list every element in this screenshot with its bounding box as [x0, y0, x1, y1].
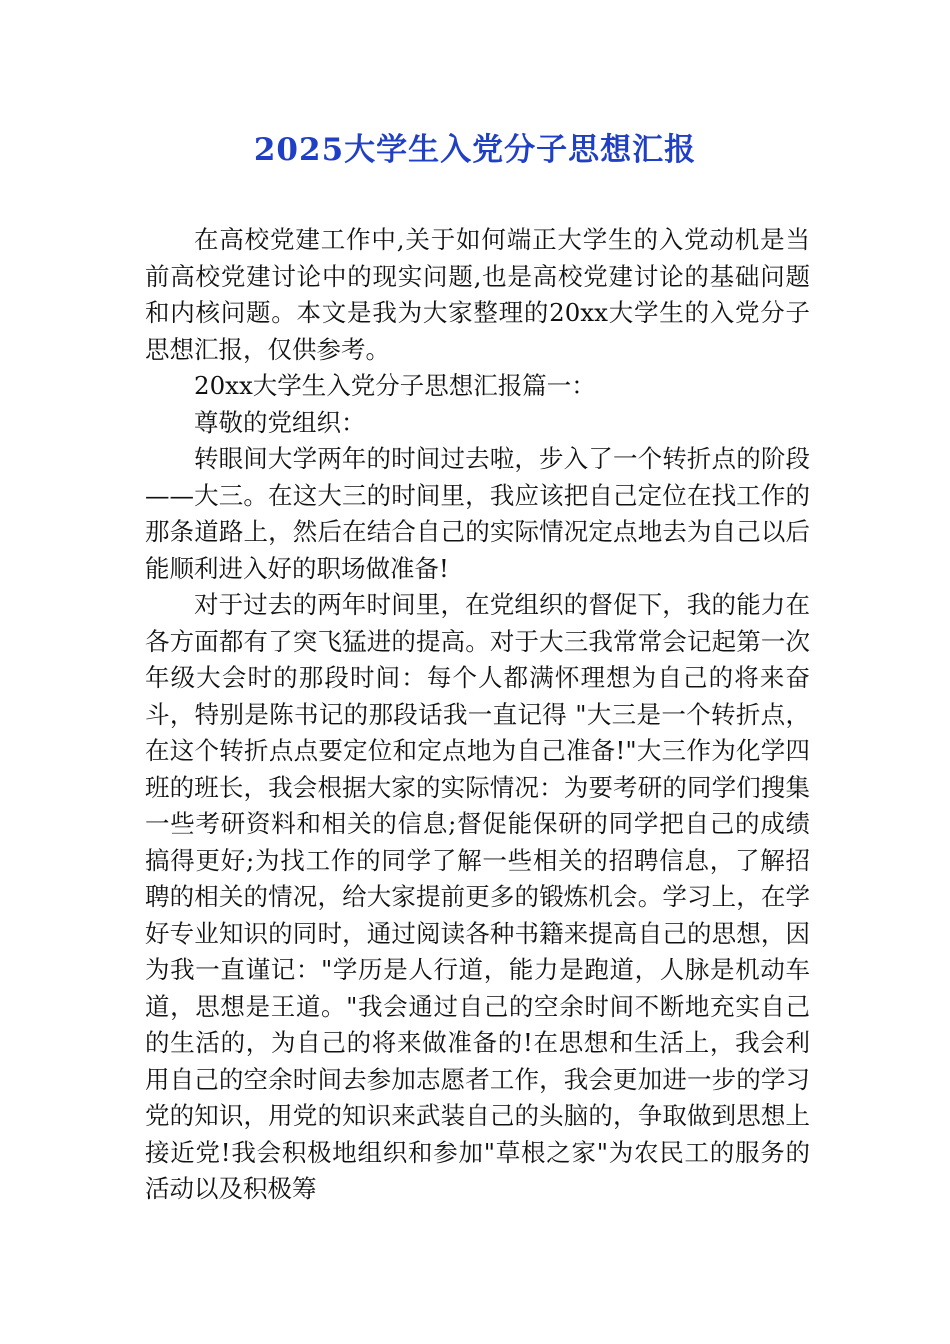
paragraph-intro: 在高校党建工作中,关于如何端正大学生的入党动机是当前高校党建讨论中的现实问题,也是高校党建讨论的基础问题和内核问题。本文是我为大家整理的20xx大学生的入党分子思想汇报，仅供参考。 — [145, 225, 810, 364]
document-title: 2025大学生入党分子思想汇报 — [253, 132, 697, 168]
paragraph-body-1: 转眼间大学两年的时间过去啦，步入了一个转折点的阶段——大三。在这大三的时间里，我应该把自己定位在找工作的那条道路上，然后在结合自己的实际情况定点地去为自己以后能顺利进入好的职场做准备! — [145, 444, 810, 583]
paragraph-body-2: 对于过去的两年时间里，在党组织的督促下，我的能力在各方面都有了突飞猛进的提高。对于大三我常常会记起第一次年级大会时的那段时间：每个人都满怀理想为自己的将来奋斗，特别是陈书记的那段话我一直记得 "大三是一个转折点，在这个转折点点要定位和定点地为自己准备!"大三作为化学四班的班长，我会根据大家的实际情况：为要考研的同学们搜集一些考研资料和相关的信息;督促能保研的同学把自己的成绩搞得更好;为找工作的同学了解一些相关的招聘信息，了解招聘的相关的情况，给大家提前更多的锻炼机会。学习上，在学好专业知识的同时，通过阅读各种书籍来提高自己的思想，因为我一直谨记："学历是人行道，能力是跑道，人脉是机动车道，思想是王道。"我会通过自己的空余时间不断地充实自己的生活的，为自己的将来做准备的!在思想和生活上，我会利用自己的空余时间去参加志愿者工作，我会更加进一步的学习党的知识，用党的知识来武装自己的头脑的，争取做到思想上接近党!我会积极地组织和参加"草根之家"为农民工的服务的活动以及积极筹 — [145, 590, 810, 1203]
paragraph-salutation: 尊敬的党组织： — [194, 407, 366, 437]
document-body — [145, 222, 810, 1208]
paragraph-section-heading: 20xx大学生入党分子思想汇报篇一： — [194, 371, 596, 400]
